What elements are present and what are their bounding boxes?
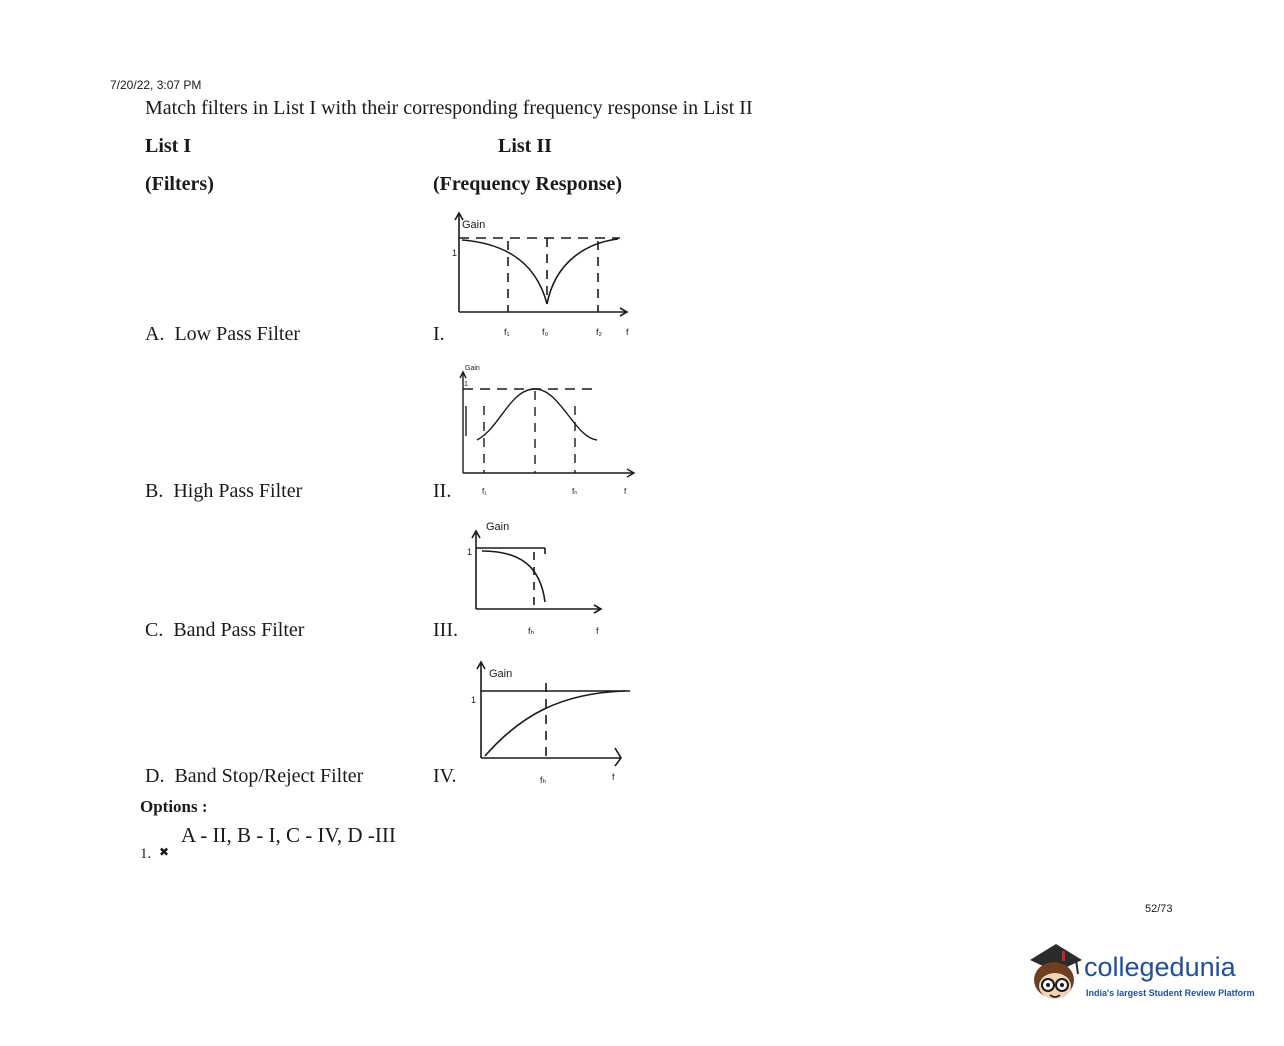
list2-numeral-i: I. — [433, 323, 445, 345]
response-curve — [482, 551, 545, 602]
response-curve-left — [462, 240, 547, 304]
gain-label: Gain — [489, 668, 513, 680]
freq-label: f — [612, 772, 615, 782]
freq-label: f — [626, 327, 629, 337]
list2-numeral-iv: IV. — [433, 765, 457, 787]
page-number: 52/73 — [1145, 903, 1173, 915]
frequency-response-graph-3 — [460, 512, 620, 642]
freq-label: fₕ — [540, 775, 547, 785]
list1-subtitle: (Filters) — [145, 173, 214, 195]
list2-subtitle: (Frequency Response) — [433, 173, 623, 195]
list2-numeral-ii: II. — [433, 480, 452, 502]
unity-label: 1 — [452, 248, 458, 258]
freq-label: fₕ — [528, 626, 535, 636]
unity-label: 1 — [467, 547, 473, 557]
unity-label: 1 — [471, 695, 477, 705]
item-label: D. — [145, 765, 165, 787]
freq-label: f₂ — [596, 327, 602, 337]
option-1-text: A - II, B - I, C - IV, D -III — [181, 823, 396, 847]
item-text: Band Stop/Reject Filter — [174, 765, 364, 787]
option-1-number: 1. — [140, 846, 152, 862]
item-text: High Pass Filter — [173, 480, 303, 502]
gain-label: Gain — [465, 365, 480, 372]
options-label: Options : — [140, 797, 208, 816]
freq-label: f — [596, 626, 599, 636]
item-label: A. — [145, 323, 165, 345]
list1-item-b — [145, 480, 302, 503]
frequency-response-graph-4 — [465, 656, 640, 791]
freq-label: f₀ — [542, 327, 549, 337]
freq-label: f₁ — [504, 327, 510, 337]
response-curve — [477, 389, 597, 440]
brand-name: collegedunia — [1084, 952, 1236, 982]
x-axis-arrow — [615, 748, 621, 766]
wrong-mark-icon: ✖ — [159, 845, 170, 859]
frequency-response-graph-2 — [455, 358, 645, 498]
list2-title: List II — [498, 135, 552, 157]
freq-label: f — [624, 487, 627, 496]
item-label: C. — [145, 619, 164, 641]
mascot-icon — [1026, 938, 1084, 1008]
question-text: Match filters in List I with their corresponding frequency response in List II — [145, 97, 753, 119]
collegedunia-logo — [1026, 938, 1256, 1008]
brand-tagline: India's largest Student Review Platform — [1086, 988, 1255, 998]
response-curve-right — [547, 239, 618, 304]
item-label: B. — [145, 480, 164, 502]
list1-item-d — [145, 765, 363, 788]
frequency-response-graph-1 — [440, 208, 640, 343]
gain-label: Gain — [486, 521, 510, 533]
list1-item-c — [145, 619, 304, 642]
list1-title: List I — [145, 135, 192, 157]
item-text: Band Pass Filter — [173, 619, 305, 641]
list2-numeral-iii: III. — [433, 619, 458, 641]
freq-label: f₁ — [482, 487, 487, 496]
gain-label: Gain — [462, 219, 486, 231]
list1-item-a — [145, 323, 300, 346]
unity-label: 1 — [464, 381, 468, 388]
item-text: Low Pass Filter — [174, 323, 301, 345]
freq-label: fₕ — [572, 487, 578, 496]
response-curve — [485, 691, 625, 756]
print-timestamp: 7/20/22, 3:07 PM — [110, 78, 202, 92]
